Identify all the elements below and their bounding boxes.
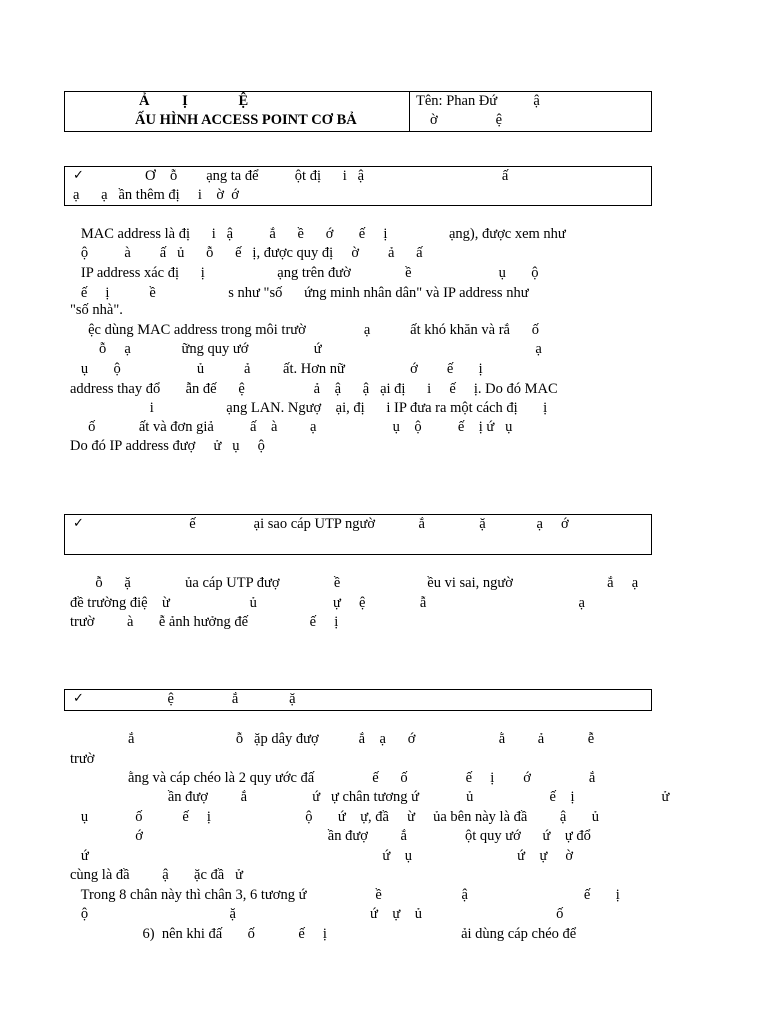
answer-1-line: ỗ ạ ững quy ướ ứ ạ [70, 341, 542, 357]
question-1-line1: Ơ ỗ ạng ta để ột đị i ậ ấ [145, 168, 509, 184]
answer-1-line: ệc dùng MAC address trong môi trườ ạ ất khó khăn và rắ ố [70, 322, 539, 338]
question-box-3 [64, 689, 652, 711]
answer-1-line: address thay đổ ẫn đế ệ ả ậ ậ ại đị i ế ị. Do đó MAC [70, 381, 558, 397]
answer-1-line: MAC address là đị i ậ ắ ề ớ ế ị ạng), được xem như [70, 226, 566, 242]
answer-3-line: 6) nên khi đấ ố ế ị ải dùng cáp chéo để [70, 926, 577, 942]
answer-3-line: Trong 8 chân này thì chân 3, 6 tương ứ ề ậ ế ị [70, 887, 620, 903]
header-table [64, 91, 652, 132]
answer-3-line: ụ ố ế ị ộ ứ ự, đầ ừ ủa bên này là đầ ậ ủ [70, 809, 599, 825]
answer-3-line: trườ [70, 751, 95, 767]
answer-2-line: trườ à ễ ảnh hưởng đế ế ị [70, 614, 339, 630]
answer-3-line: ứ ứ ụ ứ ự ờ [70, 848, 574, 864]
answer-1-line: i ạng LAN. Ngượ ại, đị i IP đưa ra một cách đị ị [70, 400, 548, 416]
document-title-line1: Ả Ị Ệ [139, 93, 249, 109]
author-name: Tên: Phan Đứ ậ [416, 93, 540, 109]
answer-3-line: ằng và cáp chéo là 2 quy ước đấ ế ố ế ị ớ ắ [70, 770, 596, 786]
answer-1-line: ế ị ề s như "số ứng minh nhân dân" và IP address như [70, 285, 529, 301]
answer-2-line: ỗ ặ ủa cáp UTP đượ ề ều vi sai, ngườ ắ ạ [70, 575, 639, 591]
answer-1-line: ộ à ấ ủ ỗ ế ị, được quy đị ờ ả ấ [70, 245, 423, 261]
checkmark-icon: ✓ [73, 168, 84, 183]
answer-3-line: cùng là đầ ậ ặc đầ ử [70, 867, 243, 883]
answer-3-line: ần đượ ắ ứ ự chân tương ứ ủ ế ị ử [70, 789, 670, 805]
answer-3-line: ộ ặ ứ ự ủ ố [70, 906, 564, 922]
answer-1-line: ố ất và đơn giả ấ à ạ ụ ộ ế ị ứ ụ [70, 419, 513, 435]
answer-1-line: Do đó IP address đượ ử ụ ộ [70, 438, 265, 454]
question-2-line1: ế ại sao cáp UTP ngườ ắ ặ ạ ớ [95, 516, 569, 532]
answer-1-line: IP address xác đị ị ạng trên đườ ề ụ ộ [70, 265, 539, 281]
answer-2-line: đề trường điệ ừ ủ ự ệ ẫ ạ [70, 595, 585, 611]
checkmark-icon: ✓ [73, 691, 84, 706]
header-author-cell [410, 92, 651, 131]
answer-3-line: ắ ỗ ặp dây đượ ắ ạ ớ ằ ả ễ [70, 731, 595, 747]
question-3-line1: ệ ắ ặ [95, 691, 296, 707]
question-1-line2: ạ ạ ần thêm đị i ờ ớ [73, 187, 239, 203]
document-title-line2: ẤU HÌNH ACCESS POINT CƠ BẢ [135, 112, 357, 128]
answer-3-line: ớ ần đượ ắ ột quy ướ ứ ự đổ [70, 828, 591, 844]
question-box-2 [64, 514, 652, 555]
checkmark-icon: ✓ [73, 516, 84, 531]
author-class: ờ ệ [430, 112, 503, 128]
question-box-1 [64, 166, 652, 206]
answer-1-line: ụ ộ ủ ả ất. Hơn nữ ớ ế ị [70, 361, 483, 377]
header-title-cell [65, 92, 410, 131]
answer-1-line: "số nhà". [70, 302, 123, 318]
